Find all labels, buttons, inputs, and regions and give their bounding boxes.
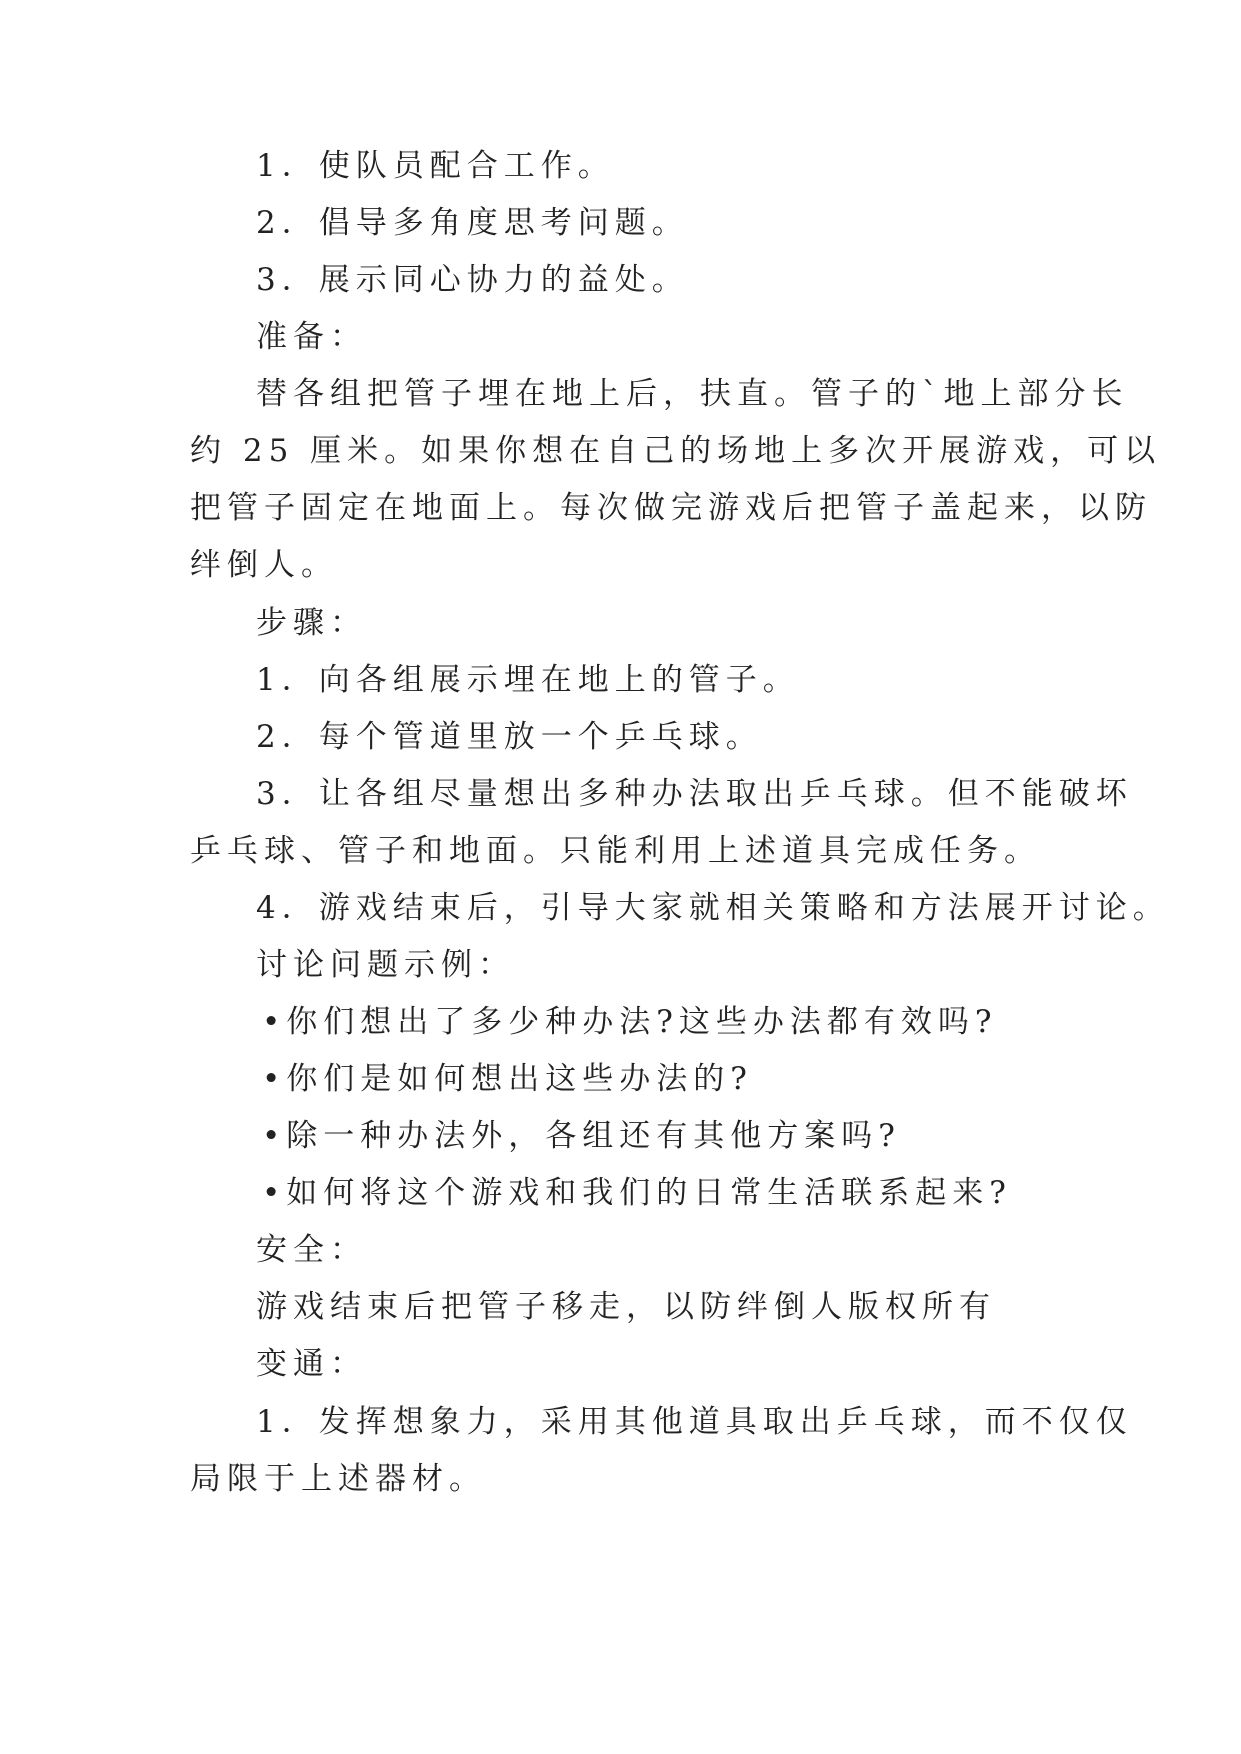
discussion-heading: 讨论问题示例： (256, 947, 515, 983)
steps-heading: 步骤： (256, 605, 367, 641)
discussion-item-2: •你们是如何想出这些办法的? (262, 1061, 753, 1097)
step-line-1: 1．向各组展示埋在地上的管子。 (256, 662, 800, 698)
preparation-line-4: 绊倒人。 (190, 547, 338, 583)
preparation-heading: 准备： (256, 319, 367, 355)
step-line-5: 4．游戏结束后，引导大家就相关策略和方法展开讨论。 (256, 890, 1170, 926)
step-line-4: 乒乓球、管子和地面。只能利用上述道具完成任务。 (190, 833, 1041, 869)
discussion-item-3: •除一种办法外，各组还有其他方案吗? (262, 1118, 901, 1154)
goal-item-3: 3．展示同心协力的益处。 (256, 262, 689, 298)
step-line-3: 3．让各组尽量想出多种办法取出乒乓球。但不能破坏 (256, 776, 1133, 812)
step-line-2: 2．每个管道里放一个乒乓球。 (256, 719, 763, 755)
preparation-line-3: 把管子固定在地面上。每次做完游戏后把管子盖起来，以防 (190, 490, 1152, 526)
discussion-item-4: •如何将这个游戏和我们的日常生活联系起来? (262, 1175, 1012, 1211)
variation-line-1: 1．发挥想象力，采用其他道具取出乒乓球，而不仅仅 (256, 1404, 1133, 1440)
preparation-line-1: 替各组把管子埋在地上后，扶直。管子的`地上部分长 (256, 376, 1129, 412)
safety-heading: 安全： (256, 1232, 367, 1268)
preparation-line-2: 约 25 厘米。如果你想在自己的场地上多次开展游戏，可以 (190, 433, 1162, 469)
safety-text: 游戏结束后把管子移走，以防绊倒人版权所有 (256, 1289, 996, 1325)
variation-heading: 变通： (256, 1346, 367, 1382)
variation-line-2: 局限于上述器材。 (190, 1461, 486, 1497)
goal-item-1: 1．使队员配合工作。 (256, 148, 615, 184)
discussion-item-1: •你们想出了多少种办法?这些办法都有效吗? (262, 1004, 998, 1040)
goal-item-2: 2．倡导多角度思考问题。 (256, 205, 689, 241)
